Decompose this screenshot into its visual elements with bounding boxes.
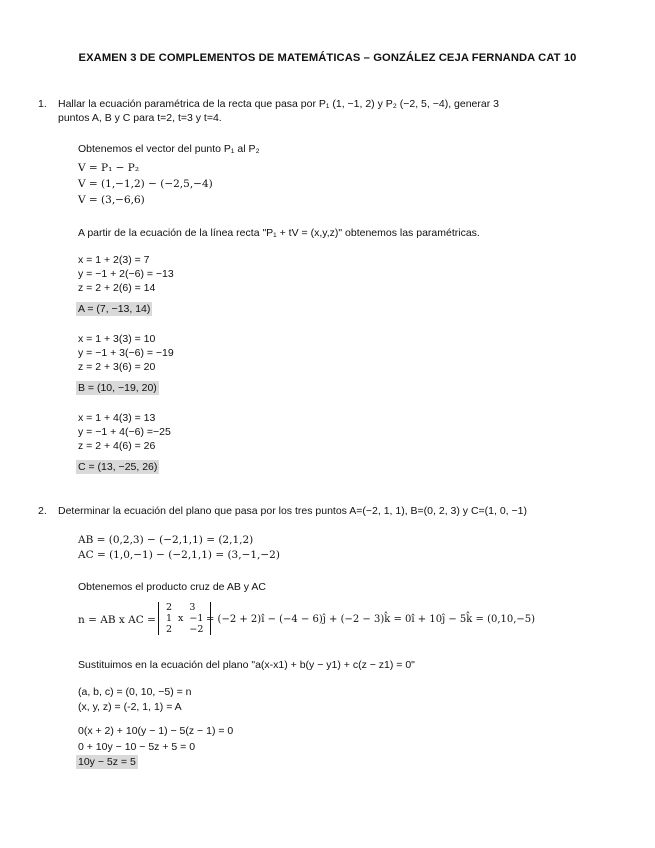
point-c-y: y = −1 + 4(−6) =−25 — [78, 426, 171, 438]
cross-product-matrix — [158, 602, 211, 635]
page-title: EXAMEN 3 DE COMPLEMENTOS DE MATEMÁTICAS – GONZÁLEZ CEJA FERNANDA CAT 10 — [78, 52, 577, 64]
matrix-cell — [175, 624, 186, 635]
point-a-z: z = 2 + 2(6) = 14 — [78, 282, 156, 294]
question-1-number: 1. — [38, 98, 47, 110]
point-c-result: C = (13, −25, 26) — [78, 461, 158, 473]
matrix-cell: 2 — [166, 624, 173, 635]
cross-product-rhs: = (−2 + 2)î − (−4 − 6)ĵ + (−2 − 3)k̂ = 0î + 10ĵ − 5k̂ = (0,10,−5) — [206, 614, 536, 625]
vector-intro: Obtenemos el vector del punto P₁ al P₂ — [78, 143, 260, 155]
matrix-cell: 3 — [189, 602, 196, 613]
normal-coefficients: (a, b, c) = (0, 10, −5) = n — [78, 686, 192, 698]
point-b-y: y = −1 + 3(−6) = −19 — [78, 347, 174, 359]
vector-ab: AB = (0,2,3) − (−2,1,1) = (2,1,2) — [78, 534, 254, 546]
parametric-intro: A partir de la ecuación de la línea recta "P₁ + tV = (x,y,z)" obtenemos las paramétricas. — [78, 227, 480, 239]
vector-ac: AC = (1,0,−1) − (−2,1,1) = (3,−1,−2) — [78, 549, 280, 561]
point-c-x: x = 1 + 4(3) = 13 — [78, 412, 156, 424]
substitution-intro: Sustituimos en la ecuación del plano "a(x-x1) + b(y − y1) + c(z − z1) = 0" — [78, 659, 415, 671]
point-b-z: z = 2 + 3(6) = 20 — [78, 361, 156, 373]
matrix-cell: 2 — [166, 602, 173, 613]
matrix-cell — [175, 602, 186, 613]
cross-product-lhs: n = AB x AC = — [78, 614, 156, 626]
cross-product-intro: Obtenemos el producto cruz de AB y AC — [78, 581, 266, 593]
point-a-result: A = (7, −13, 14) — [78, 303, 151, 315]
question-1-text-line1: Hallar la ecuación paramétrica de la recta que pasa por P₁ (1, −1, 2) y P₂ (−2, 5, −4), generar 3 — [58, 98, 499, 110]
matrix-cell: 1 — [166, 613, 173, 624]
point-b-result: B = (10, −19, 20) — [78, 382, 157, 394]
plane-equation-1: 0(x + 2) + 10(y − 1) − 5(z − 1) = 0 — [78, 725, 234, 737]
point-b-x: x = 1 + 3(3) = 10 — [78, 333, 156, 345]
question-1-text-line2: puntos A, B y C para t=2, t=3 y t=4. — [58, 112, 222, 124]
point-a-x: x = 1 + 2(3) = 7 — [78, 254, 150, 266]
matrix-cell: −2 — [189, 624, 204, 635]
point-coordinates: (x, y, z) = (-2, 1, 1) = A — [78, 701, 182, 713]
matrix-cell: x — [178, 613, 184, 624]
point-a-y: y = −1 + 2(−6) = −13 — [78, 268, 174, 280]
determinant-matrix — [158, 602, 211, 635]
plane-equation-2: 0 + 10y − 10 − 5z + 5 = 0 — [78, 741, 196, 753]
question-2-text: Determinar la ecuación del plano que pasa por los tres puntos A=(−2, 1, 1), B=(0, 2, 3) y C=(1, 0, −1) — [58, 505, 527, 517]
vector-line-2: V = (1,−1,2) − (−2,5,−4) — [78, 178, 213, 190]
question-2-number: 2. — [38, 505, 47, 517]
matrix-cell: −1 — [189, 613, 204, 624]
vector-line-1: V = P₁ − P₂ — [78, 162, 140, 174]
point-c-z: z = 2 + 4(6) = 26 — [78, 440, 156, 452]
plane-equation-result: 10y − 5z = 5 — [78, 756, 136, 768]
vector-line-3: V = (3,−6,6) — [78, 194, 145, 206]
